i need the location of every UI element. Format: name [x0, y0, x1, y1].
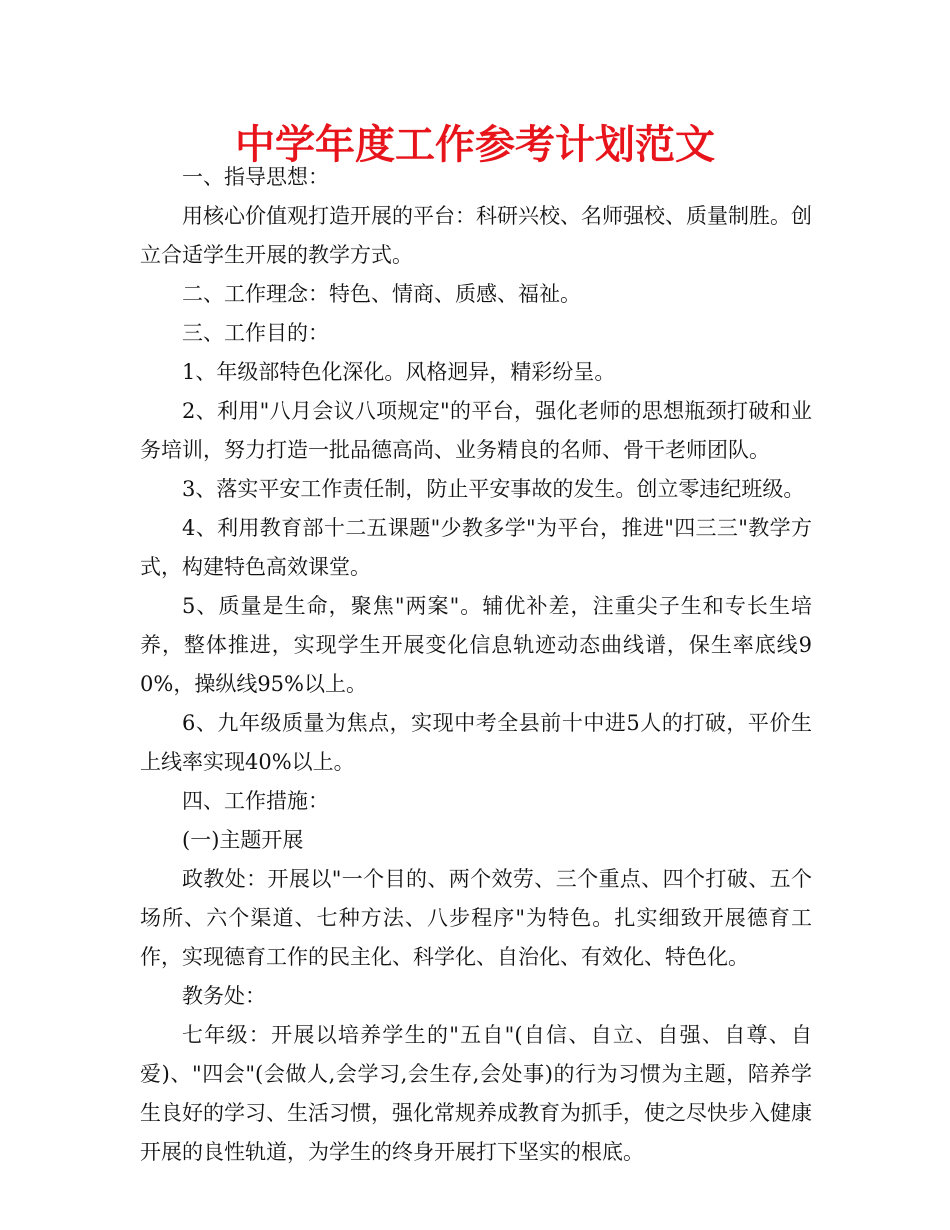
paragraph: 七年级：开展以培养学生的"五自"(自信、自立、自强、自尊、自爱)、"四会"(会做人,会学习,会生存,会处事)的行为习惯为主题，陪养学生良好的学习、生活习惯，强化常规养成教育为抓手，使之尽快步入健康开展的良性轨道，为学生的终身开展打下坚实的根底。	[140, 1023, 812, 1164]
paragraph: 6、九年级质量为焦点，实现中考全县前十中进5人的打破，平价生上线率实现40%以上。	[140, 711, 812, 774]
document-title: 中学年度工作参考计划范文	[235, 122, 715, 168]
paragraph: 4、利用教育部十二五课题"少教多学"为平台，推进"四三三"教学方式，构建特色高效课堂。	[140, 516, 812, 579]
paragraph: 用核心价值观打造开展的平台：科研兴校、名师强校、质量制胜。创立合适学生开展的教学方式。	[140, 204, 812, 267]
paragraph: 三、工作目的：	[182, 321, 329, 345]
paragraph: 教务处：	[182, 984, 266, 1008]
paragraph: 3、落实平安工作责任制，防止平安事故的发生。创立零违纪班级。	[182, 477, 805, 501]
paragraph: 2、利用"八月会议八项规定"的平台，强化老师的思想瓶颈打破和业务培训，努力打造一批品德高尚、业务精良的名师、骨干老师团队。	[140, 399, 812, 462]
paragraph: 四、工作措施：	[182, 789, 329, 813]
paragraph: 二、工作理念：特色、情商、质感、福祉。	[182, 282, 581, 306]
paragraph: 1、年级部特色化深化。风格迥异，精彩纷呈。	[182, 360, 616, 384]
paragraph: 政教处：开展以"一个目的、两个效劳、三个重点、四个打破、五个场所、六个渠道、七种方法、八步程序"为特色。扎实细致开展德育工作，实现德育工作的民主化、科学化、自治化、有效化、特色化。	[140, 867, 812, 969]
paragraph: 5、质量是生命，聚焦"两案"。辅优补差，注重尖子生和专长生培养，整体推进，实现学生开展变化信息轨迹动态曲线谱，保生率底线90%，操纵线95%以上。	[140, 594, 812, 696]
paragraph: (一)主题开展	[182, 828, 304, 852]
document-body	[140, 158, 812, 1172]
paragraph: 一、指导思想：	[182, 165, 329, 189]
